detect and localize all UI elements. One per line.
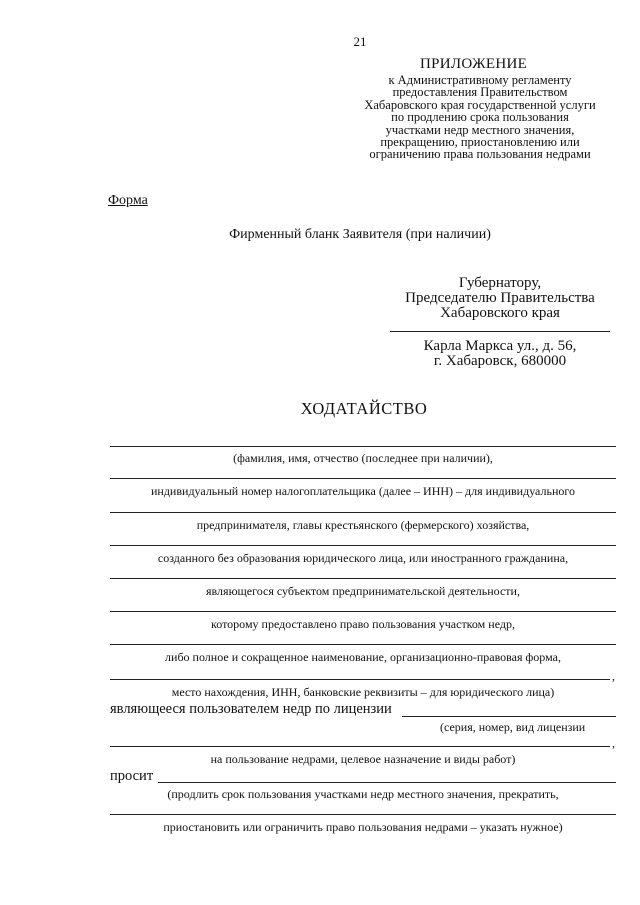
page-number: 21 (353, 34, 367, 49)
request-fill-line-2 (110, 814, 616, 815)
addressee-line: Хабаровского края (440, 305, 560, 321)
appendix-line: Хабаровского края государственной услуги (364, 97, 596, 112)
applicant-fill-line (110, 478, 616, 479)
applicant-fill-line (110, 545, 616, 546)
license-fill-line (402, 716, 616, 717)
request-caption-2: приостановить или ограничить право пользования недрами – указать нужное) (163, 820, 563, 834)
field-caption: предпринимателя, главы крестьянского (фермерского) хозяйства, (196, 518, 530, 532)
address-block (380, 339, 620, 369)
address-line: Карла Маркса ул., д. 56, (423, 338, 577, 354)
addressee-line: Губернатору, (458, 275, 542, 291)
request-label: просит (110, 768, 154, 784)
appendix-block (340, 74, 620, 161)
appendix-line: к Административному регламенту (388, 73, 572, 87)
comma-mark: , (612, 736, 615, 750)
document-title: ХОДАТАЙСТВО (300, 399, 428, 418)
license-fill-line-2 (110, 746, 610, 747)
applicant-fill-line (110, 578, 616, 579)
appendix-line: ограничению права пользования недрами (369, 147, 591, 162)
addressee-line: Председателю Правительства (405, 290, 595, 306)
field-caption: либо полное и сокращенное наименование, организационно-правовая форма, (165, 650, 561, 664)
request-fill-line (158, 782, 616, 783)
field-caption: являющегося субъектом предпринимательской деятельности, (206, 584, 520, 598)
appendix-line: предоставления Правительством (392, 85, 568, 100)
field-caption: которому предоставлено право пользования участком недр, (211, 617, 515, 631)
appendix-line: по продлению срока пользования (391, 110, 569, 125)
appendix-title: ПРИЛОЖЕНИЕ (420, 56, 528, 72)
appendix-line: прекращению, приостановлению или (380, 135, 580, 150)
field-caption: (фамилия, имя, отчество (последнее при наличии), (233, 451, 493, 465)
appendix-line: участками недр местного значения, (385, 122, 575, 137)
request-caption: (продлить срок пользования участками недр местного значения, прекратить, (167, 787, 559, 801)
form-label: Форма (108, 193, 148, 208)
field-caption: место нахождения, ИНН, банковские реквизиты – для юридического лица) (171, 685, 555, 699)
applicant-fill-line (110, 512, 616, 513)
comma-mark: , (612, 669, 615, 683)
license-caption: (серия, номер, вид лицензии (440, 720, 586, 734)
license-caption-2: на пользование недрами, целевое назначение и виды работ) (210, 752, 516, 766)
field-caption: созданного без образования юридического лица, или иностранного гражданина, (157, 551, 569, 565)
applicant-fill-line (110, 644, 616, 645)
applicant-fill-line (110, 611, 616, 612)
applicant-fill-line (110, 679, 610, 680)
addressee-name-line (390, 331, 610, 332)
addressee-block (380, 276, 620, 321)
license-label: являющееся пользователем недр по лицензии (110, 701, 392, 717)
address-line: г. Хабаровск, 680000 (433, 353, 567, 369)
field-caption: индивидуальный номер налогоплательщика (далее – ИНН) – для индивидуального (150, 484, 575, 498)
applicant-fill-line (110, 446, 616, 447)
letterhead-note: Фирменный бланк Заявителя (при наличии) (229, 227, 491, 242)
